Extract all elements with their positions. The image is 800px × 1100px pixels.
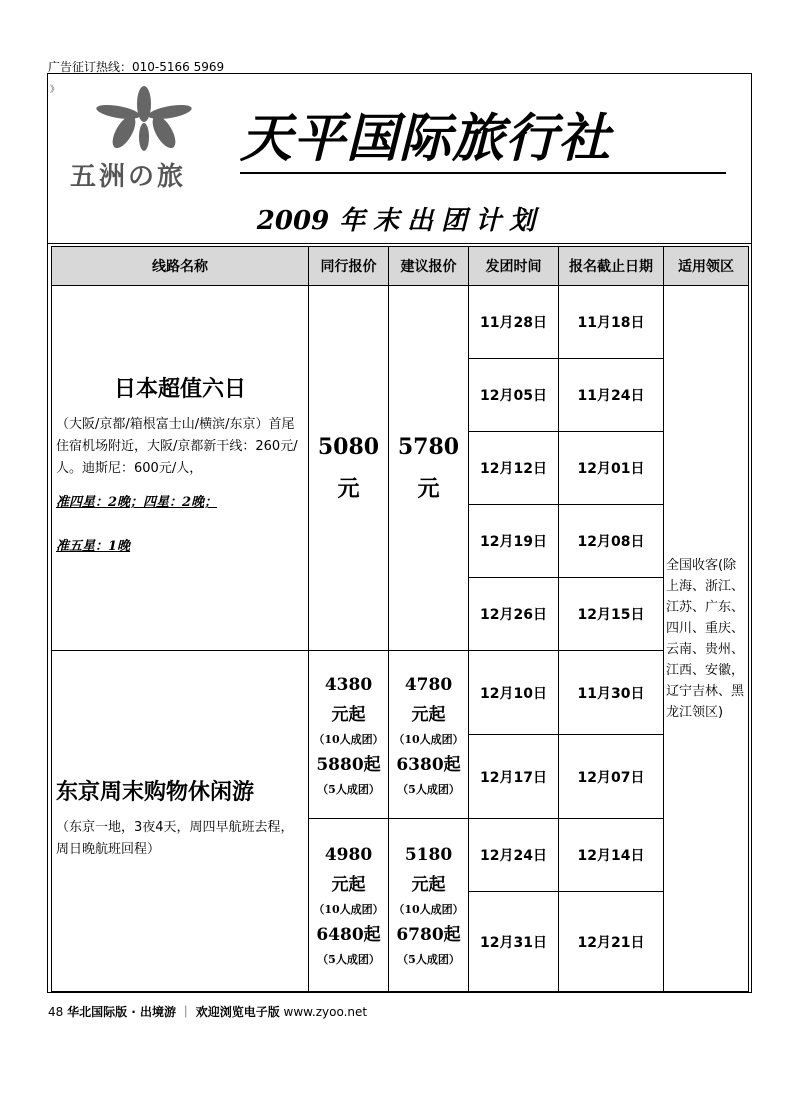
suggested-price-unit: 元 [417,476,440,502]
price-note: （10人成团） [313,732,384,746]
deadline-date: 12月15日 [559,578,664,651]
table-row [52,286,749,359]
plan-title-text: 年末出团计划 [339,206,544,236]
price-alt: 6480起 [316,925,381,945]
plan-title [0,200,800,237]
footer-url: www.zyoo.net [283,1005,368,1019]
logo-petal [139,123,149,151]
deadline-date: 11月24日 [559,359,664,432]
deadline-date: 12月14日 [559,819,664,892]
suggested-price-value: 5780 [397,434,460,460]
col-peer-price: 同行报价 [309,247,389,286]
route-tokyo-suggested-price-a [389,651,469,819]
footer-section: 华北国际版 · 出境游 [67,1005,177,1019]
price-note: （10人成团） [393,903,464,916]
price-unit: 元起 [411,704,446,725]
col-deadline: 报名截止日期 [559,247,664,286]
col-depart-date: 发团时间 [469,247,559,286]
footer-promo: 欢迎浏览电子版 [195,1005,280,1019]
deadline-date: 12月08日 [559,505,664,578]
peer-price-unit: 元 [337,476,360,502]
price-alt: 6780起 [396,925,461,945]
price-unit: 元起 [331,704,366,725]
page-footer [48,1003,367,1020]
deadline-date: 11月18日 [559,286,664,359]
route-tokyo-peer-price-b [309,819,389,992]
price-value: 4380 [324,674,373,695]
depart-date: 12月12日 [469,432,559,505]
price-alt-note: （5人成团） [317,953,380,966]
route-japan-desc: （大阪/京都/箱根富士山/横滨/东京）首尾住宿机场附近，大阪/京都新干线：260元/人。迪斯尼：600元/人， [56,417,298,476]
logo-text: 五洲の旅 [70,162,187,192]
price-note: （10人成团） [393,732,464,746]
peer-price-value: 5080 [317,434,380,460]
plan-year: 2009 [256,206,330,236]
ad-hotline: 广告征订热线：010-5166 5969 [48,60,225,74]
route-tokyo-cell [52,651,309,992]
deadline-date: 12月07日 [559,735,664,819]
price-alt-note: （5人成团） [397,782,460,796]
region-cell: 全国收客(除上海、浙江、江苏、广东、四川、重庆、云南、贵州、江西、安徽，辽宁吉林、黑龙江领区) [664,286,749,992]
page-number: 48 [48,1005,64,1019]
route-tokyo-suggested-price-b [389,819,469,992]
depart-date: 12月19日 [469,505,559,578]
table-header-row [52,247,749,286]
title-underline [240,172,726,174]
route-japan-hotel-note-1: 准四星：2晚；四星：2晚； [56,495,218,510]
corner-mark: 》 [50,85,60,95]
deadline-date: 12月21日 [559,892,664,992]
col-suggested-price: 建议报价 [389,247,469,286]
route-tokyo-peer-price-a [309,651,389,819]
depart-date: 12月10日 [469,651,559,735]
price-alt-note: （5人成团） [317,782,380,796]
table-row [52,651,749,735]
route-tokyo-desc: （东京一地，3夜4天，周四早航班去程，周日晚航班回程） [56,820,294,857]
depart-date: 12月05日 [469,359,559,432]
price-value: 4780 [404,674,453,695]
header-divider [47,243,752,244]
route-japan-suggested-price [389,286,469,651]
route-japan-name: 日本超值六日 [113,376,246,402]
footer-separator: ｜ [179,1005,192,1019]
price-unit: 元起 [331,875,366,895]
route-japan-peer-price [309,286,389,651]
route-japan-hotel-note-2: 准五星：1晚 [56,539,131,554]
route-tokyo-name: 东京周末购物休闲游 [56,779,255,805]
price-note: （10人成团） [313,903,384,916]
route-japan-cell [52,286,309,651]
depart-date: 11月28日 [469,286,559,359]
depart-date: 12月17日 [469,735,559,819]
col-region: 适用领区 [664,247,749,286]
depart-date: 12月31日 [469,892,559,992]
price-value: 5180 [404,845,453,865]
tour-table [51,246,749,992]
deadline-date: 11月30日 [559,651,664,735]
col-route-name: 线路名称 [52,247,309,286]
company-name: 天平国际旅行社 [240,109,612,169]
price-unit: 元起 [411,875,446,895]
deadline-date: 12月01日 [559,432,664,505]
depart-date: 12月26日 [469,578,559,651]
price-alt: 6380起 [396,754,461,775]
depart-date: 12月24日 [469,819,559,892]
price-value: 4980 [324,845,373,865]
price-alt-note: （5人成团） [397,953,460,966]
price-alt: 5880起 [316,754,381,775]
